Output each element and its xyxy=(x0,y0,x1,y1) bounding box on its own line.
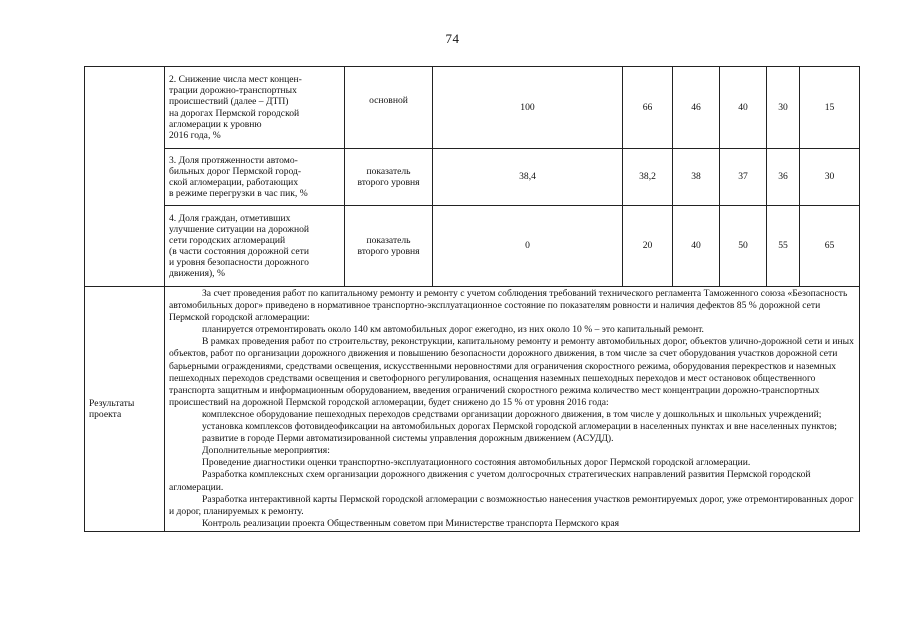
value-base: 0 xyxy=(433,206,623,287)
page-number: 74 xyxy=(445,31,460,46)
indicator-name-line: 4. Доля граждан, отметивших xyxy=(169,212,291,224)
results-label xyxy=(85,287,165,532)
indicator-name-line: на дорогах Пермской городской xyxy=(169,107,300,119)
value-year-1: 38,2 xyxy=(623,149,673,206)
indicator-name-line: в режиме перегрузки в час пик, % xyxy=(169,188,308,200)
value-year-2: 38 xyxy=(673,149,720,206)
value-year-4: 30 xyxy=(767,67,800,149)
indicator-name-line: (в части состояния дорожной сети xyxy=(169,246,309,257)
indicator-type-line: показатель xyxy=(366,234,411,246)
value-base: 38,4 xyxy=(433,149,623,206)
indicator-row xyxy=(85,149,860,206)
results-paragraph: планируется отремонтировать около 140 км автомобильных дорог ежегодно, из них около 10 % – это капитальный ремонт. xyxy=(202,324,704,336)
value-base: 100 xyxy=(433,67,623,149)
indicator-type xyxy=(345,67,433,149)
value-year-5: 15 xyxy=(800,67,860,149)
indicator-type-line: второго уровня xyxy=(357,177,420,188)
results-paragraph: Разработка интерактивной карты Пермской городской агломерации с возможностью нанесения участков ремонтируемых дорог, уже отремонтированных дорог и дорог, планируемых к ремонту. xyxy=(169,493,854,517)
indicator-type-line: основной xyxy=(369,95,408,106)
indicator-type-line: второго уровня xyxy=(357,246,420,257)
results-paragraph: развитие в городе Перми автоматизированной системы управления дорожным движением (АСУДД). xyxy=(202,433,614,445)
indicator-type xyxy=(345,206,433,287)
value-year-3: 50 xyxy=(720,206,767,287)
results-text xyxy=(165,287,860,532)
value-year-3: 40 xyxy=(720,67,767,149)
value-year-5: 30 xyxy=(800,149,860,206)
indicator-type xyxy=(345,149,433,206)
results-paragraph: установка комплексов фотовидеофиксации на автомобильных дорогах Пермской городской агломерации в населенных пунктах и вне населенных пунктов; xyxy=(202,421,837,433)
results-paragraph: Контроль реализации проекта Общественным советом при Министерстве транспорта Пермского края xyxy=(202,517,620,529)
results-label-line: проекта xyxy=(89,408,122,420)
value-year-3: 37 xyxy=(720,149,767,206)
indicator-type-line: показатель xyxy=(366,165,411,177)
results-paragraph: Дополнительные мероприятия: xyxy=(202,445,330,457)
indicator-row xyxy=(85,67,860,149)
indicator-name-line: улучшение ситуации на дорожной xyxy=(169,223,310,235)
results-paragraph: Проведение диагностики оценки транспортно-эксплуатационного состояния автомобильных дорог Пермской городской агломерации. xyxy=(202,457,751,469)
indicator-name-line: сети городских агломераций xyxy=(169,234,286,246)
indicator-row xyxy=(85,206,860,287)
results-paragraph: В рамках проведения работ по строительству, реконструкции, капитальному ремонту и ремонту автомобильных дорог, объектов улично-дорожной сети и иных объектов, работ по организации дорожного движения и повышению безопасности дорожного движения, в том числе за счет оборудования участков дорожной сети барьерными ограждениями, средствами освещения, искусственными неровностями для ограничения скоростного режима, оборудования перекрестков и наземных пешеходных переходов средствами освещения и светофорного регулирования, оснащения наземных пешеходных переходов и мест остановок общественного транспорта защитным и информационным оборудованием, введения ограничений скоростного режима количество мест концентрации дорожно-транспортных происшествий на дорожной Пермской городской агломерации, будет снижено до 15 % от уровня 2016 года: xyxy=(169,336,854,408)
value-year-2: 46 xyxy=(673,67,720,149)
indicator-name-line: 3. Доля протяженности автомо- xyxy=(169,154,298,166)
results-paragraph: За счет проведения работ по капитальному ремонту и ремонту с учетом соблюдения требований технического регламента Таможенного союза «Безопасность автомобильных дорог» приведено в нормативное транспортно-эксплуатационное состояние по показателям ровности и наличия дефектов 85 % дорожной сети Пермской городской агломерации: xyxy=(169,288,848,324)
indicator-name-line: происшествий (далее – ДТП) xyxy=(169,96,289,108)
value-year-5: 65 xyxy=(800,206,860,287)
indicator-name-line: бильных дорог Пермской город- xyxy=(169,165,302,177)
indicator-name-line: 2. Снижение числа мест концен- xyxy=(169,74,302,86)
value-year-4: 36 xyxy=(767,149,800,206)
indicator-name xyxy=(165,149,345,206)
empty-label-cell xyxy=(85,67,165,287)
value-year-2: 40 xyxy=(673,206,720,287)
indicator-name xyxy=(165,67,345,149)
value-year-1: 66 xyxy=(623,67,673,149)
indicator-name-line: движения), % xyxy=(169,268,225,280)
results-paragraph: Разработка комплексных схем организации дорожного движения с учетом долгосрочных стратегических направлений развития Пермской городской агломерации. xyxy=(169,469,811,493)
value-year-1: 20 xyxy=(623,206,673,287)
results-row xyxy=(85,287,860,532)
indicator-name-line: ской агломерации, работающих xyxy=(169,177,299,188)
indicator-name-line: 2016 года, % xyxy=(169,129,221,141)
indicator-name xyxy=(165,206,345,287)
indicator-name-line: и уровня безопасности дорожного xyxy=(169,257,309,269)
results-paragraph: комплексное оборудование пешеходных переходов средствами организации дорожного движения, в том числе у дошкольных и школьных учреждений; xyxy=(202,408,822,420)
results-label-line: Результаты xyxy=(89,397,135,409)
indicator-name-line: агломерации к уровню xyxy=(169,118,262,130)
value-year-4: 55 xyxy=(767,206,800,287)
passport-table xyxy=(84,66,860,532)
indicator-name-line: трации дорожно-транспортных xyxy=(169,85,297,97)
